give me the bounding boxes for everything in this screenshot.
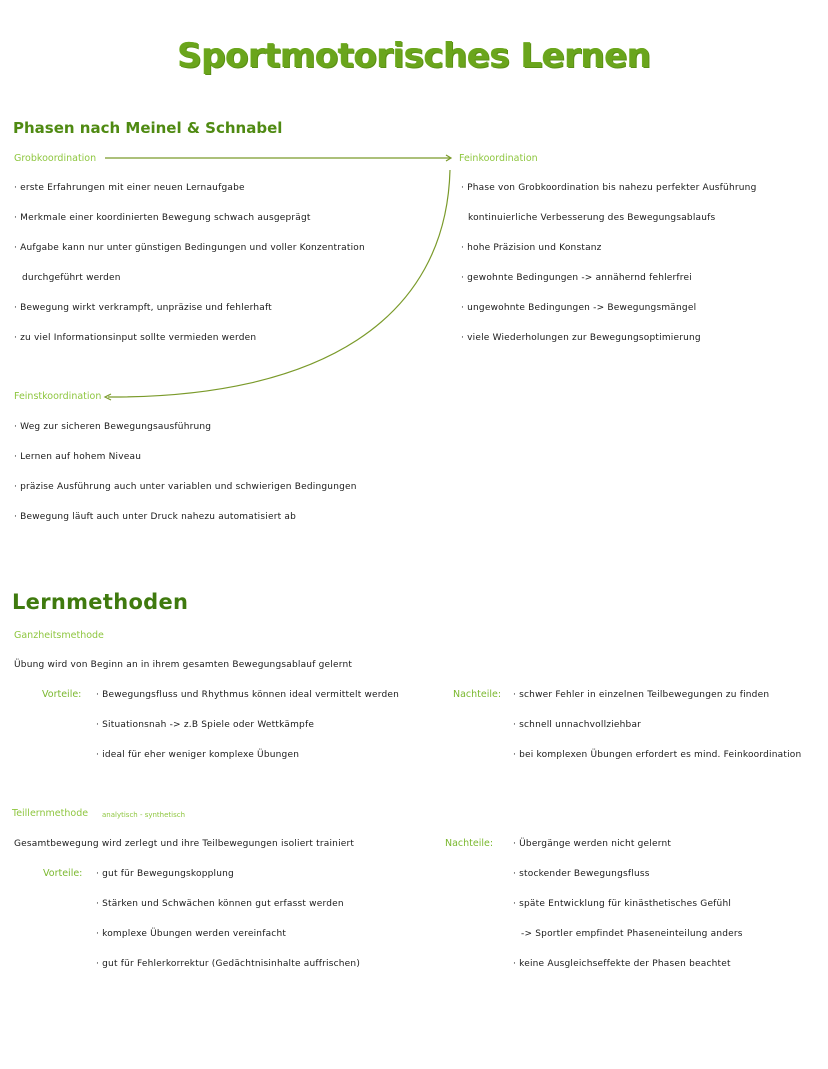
arrow-fein-to-feinst — [108, 170, 450, 397]
fein-item: · Phase von Grobkoordination bis nahezu perfekter Ausführung — [461, 183, 757, 193]
fein-item: · viele Wiederholungen zur Bewegungsoptimierung — [461, 333, 701, 343]
ganzheit-label: Ganzheitsmethode — [14, 630, 104, 641]
teil-nachteil-item: -> Sportler empfindet Phaseneinteilung anders — [521, 929, 743, 939]
fein-label: Feinkoordination — [459, 153, 538, 164]
teil-description: Gesamtbewegung wird zerlegt und ihre Teilbewegungen isoliert trainiert — [14, 839, 355, 849]
grob-item: · zu viel Informationsinput sollte vermieden werden — [14, 333, 257, 343]
teil-nachteil-item: · keine Ausgleichseffekte der Phasen beachtet — [513, 959, 731, 969]
teil-label: Teillernmethode — [12, 808, 89, 819]
ganzheit-nachteile-label: Nachteile: — [453, 689, 502, 700]
teil-vorteil-item: · komplexe Übungen werden vereinfacht — [96, 929, 287, 939]
teil-nachteil-item: · Übergänge werden nicht gelernt — [513, 839, 672, 849]
grob-item: durchgeführt werden — [22, 273, 121, 283]
fein-item: · gewohnte Bedingungen -> annähernd fehlerfrei — [461, 273, 692, 283]
ganzheit-vorteil-item: · Bewegungsfluss und Rhythmus können ideal vermittelt werden — [96, 690, 400, 700]
grob-item: · erste Erfahrungen mit einer neuen Lernaufgabe — [14, 183, 245, 193]
ganzheit-vorteile-label: Vorteile: — [42, 689, 82, 700]
feinst-item: · Weg zur sicheren Bewegungsausführung — [14, 422, 212, 432]
page-title: Sportmotorisches Lernen — [177, 36, 651, 76]
fein-item: · hohe Präzision und Konstanz — [461, 243, 602, 253]
grob-item: · Bewegung wirkt verkrampft, unpräzise und fehlerhaft — [14, 303, 272, 313]
ganzheit-vorteil-item: · ideal für eher weniger komplexe Übungen — [96, 750, 300, 760]
ganzheit-nachteil-item: · bei komplexen Übungen erfordert es mind. Feinkoordination — [513, 750, 802, 760]
phasen-heading: Phasen nach Meinel & Schnabel — [13, 119, 283, 137]
teil-vorteile-label: Vorteile: — [43, 868, 83, 879]
grob-label: Grobkoordination — [14, 153, 97, 164]
teil-nachteil-item: · späte Entwicklung für kinästhetisches Gefühl — [513, 899, 732, 909]
ganzheit-nachteil-item: · schwer Fehler in einzelnen Teilbewegungen zu finden — [513, 690, 770, 700]
teil-vorteil-item: · Stärken und Schwächen können gut erfasst werden — [96, 899, 344, 909]
ganzheit-nachteil-item: · schnell unnachvollziehbar — [513, 720, 642, 730]
feinst-item: · Bewegung läuft auch unter Druck nahezu automatisiert ab — [14, 512, 297, 522]
feinst-item: · Lernen auf hohem Niveau — [14, 452, 142, 462]
feinst-label: Feinstkoordination — [14, 391, 102, 402]
grob-item: · Merkmale einer koordinierten Bewegung schwach ausgeprägt — [14, 213, 311, 223]
ganzheit-description: Übung wird von Beginn an in ihrem gesamten Bewegungsablauf gelernt — [14, 660, 353, 670]
grob-item: · Aufgabe kann nur unter günstigen Bedingungen und voller Konzentration — [14, 243, 365, 253]
fein-item: · ungewohnte Bedingungen -> Bewegungsmängel — [461, 303, 697, 313]
teil-vorteil-item: · gut für Fehlerkorrektur (Gedächtnisinhalte auffrischen) — [96, 959, 361, 969]
teil-nachteile-label: Nachteile: — [445, 838, 494, 849]
teil-vorteil-item: · gut für Bewegungskopplung — [96, 869, 234, 879]
feinst-item: · präzise Ausführung auch unter variablen und schwierigen Bedingungen — [14, 482, 357, 492]
lernmethoden-heading: Lernmethoden — [12, 590, 189, 614]
fein-item: kontinuierliche Verbesserung des Bewegungsablaufs — [468, 213, 716, 223]
ganzheit-vorteil-item: · Situationsnah -> z.B Spiele oder Wettkämpfe — [96, 720, 315, 730]
teil-nachteil-item: · stockender Bewegungsfluss — [513, 869, 650, 879]
teil-sublabel: analytisch - synthetisch — [102, 811, 186, 819]
